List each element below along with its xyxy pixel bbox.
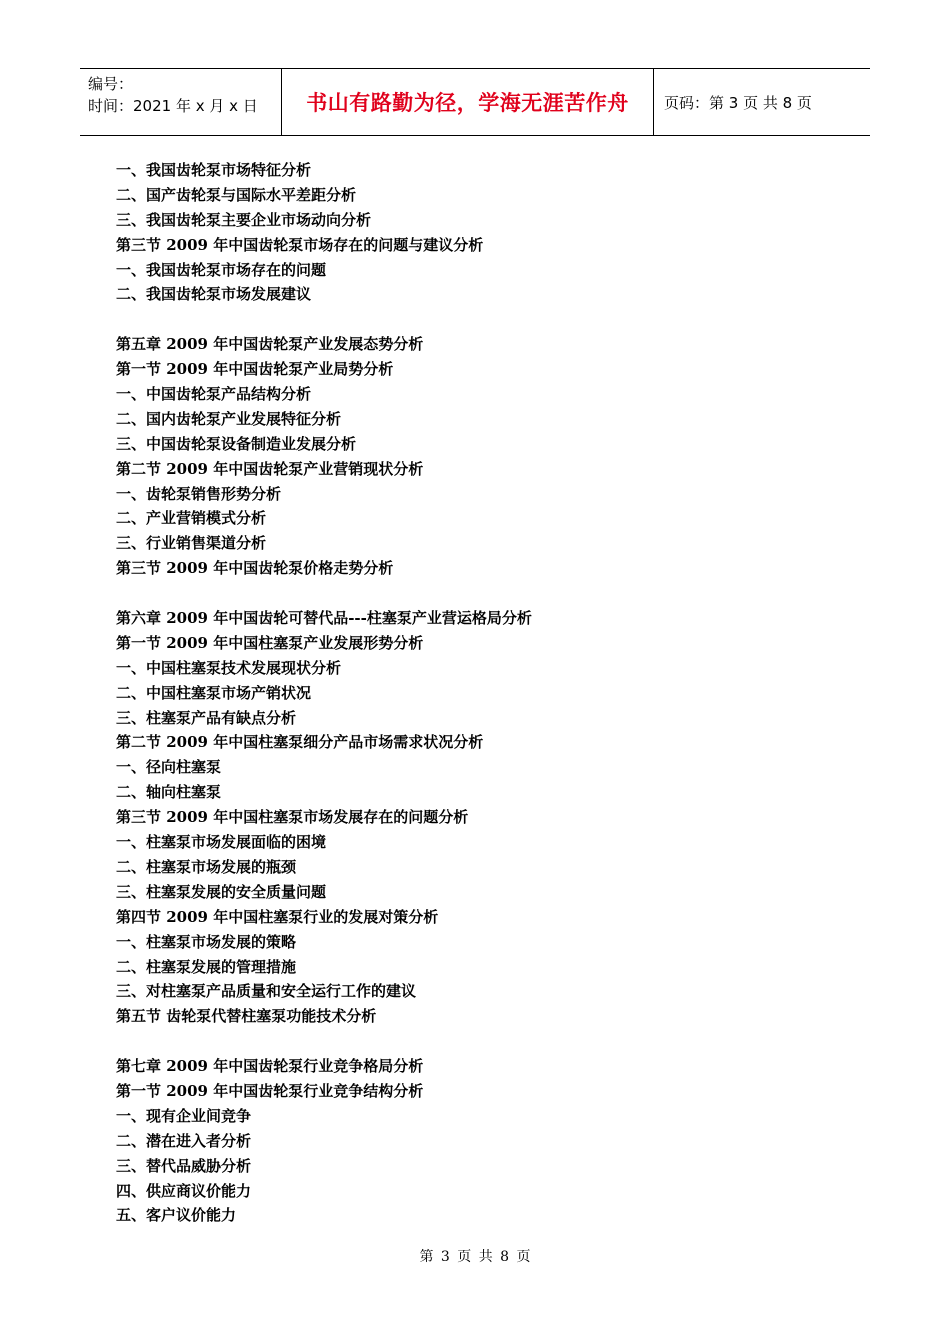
table-of-contents <box>116 158 856 1228</box>
toc-line: 二、中国柱塞泵市场产销状况 <box>116 683 312 702</box>
toc-line: 二、国产齿轮泵与国际水平差距分析 <box>116 185 357 204</box>
toc-group-1 <box>116 158 856 307</box>
toc-spacer <box>116 581 856 606</box>
toc-line: 第二节 2009 年中国柱塞泵细分产品市场需求状况分析 <box>116 733 484 752</box>
toc-line: 三、中国齿轮泵设备制造业发展分析 <box>116 434 357 453</box>
toc-line: 一、径向柱塞泵 <box>116 758 222 777</box>
toc-line: 一、柱塞泵市场发展的策略 <box>116 932 297 951</box>
toc-line: 一、中国柱塞泵技术发展现状分析 <box>116 658 342 677</box>
toc-line: 三、柱塞泵产品有缺点分析 <box>116 708 297 727</box>
toc-line: 一、我国齿轮泵市场特征分析 <box>116 161 312 179</box>
toc-line: 三、行业销售渠道分析 <box>116 534 267 553</box>
serial-number-label: 编号： <box>88 75 134 93</box>
toc-group-4 <box>116 1054 856 1228</box>
toc-line: 第一节 2009 年中国齿轮泵行业竞争结构分析 <box>116 1081 424 1100</box>
header-page-cell <box>654 69 870 135</box>
toc-line: 四、供应商议价能力 <box>116 1181 252 1200</box>
toc-line: 第四节 2009 年中国柱塞泵行业的发展对策分析 <box>116 907 439 926</box>
toc-line: 二、潜在进入者分析 <box>116 1131 252 1150</box>
toc-line: 三、对柱塞泵产品质量和安全运行工作的建议 <box>116 982 417 1001</box>
toc-line: 二、柱塞泵市场发展的瓶颈 <box>116 857 297 876</box>
page-number-label: 页码：第 3 页 共 8 页 <box>664 93 812 112</box>
toc-line: 第二节 2009 年中国齿轮泵产业营销现状分析 <box>116 459 424 478</box>
toc-spacer <box>116 1029 856 1054</box>
toc-line: 一、我国齿轮泵市场存在的问题 <box>116 260 327 279</box>
toc-line: 第三节 2009 年中国齿轮泵价格走势分析 <box>116 559 394 578</box>
toc-line: 第七章 2009 年中国齿轮泵行业竞争格局分析 <box>116 1057 424 1076</box>
page-footer: 第 3 页 共 8 页 <box>419 1249 531 1265</box>
toc-line: 第五节 齿轮泵代替柱塞泵功能技术分析 <box>116 1007 377 1026</box>
date-label: 时间：2021 年 x 月 x 日 <box>88 97 258 115</box>
toc-line: 二、国内齿轮泵产业发展特征分析 <box>116 409 342 428</box>
toc-line: 二、轴向柱塞泵 <box>116 783 222 802</box>
page-header <box>80 68 870 136</box>
motto-text: 书山有路勤为径，学海无涯苦作舟 <box>306 91 629 115</box>
toc-line: 第三节 2009 年中国柱塞泵市场发展存在的问题分析 <box>116 808 469 827</box>
toc-line: 一、柱塞泵市场发展面临的困境 <box>116 833 327 852</box>
toc-line: 二、产业营销模式分析 <box>116 509 267 528</box>
toc-line: 一、现有企业间竞争 <box>116 1106 252 1125</box>
toc-group-2 <box>116 332 856 581</box>
toc-line: 五、客户议价能力 <box>116 1206 237 1225</box>
toc-line: 二、柱塞泵发展的管理措施 <box>116 957 297 976</box>
toc-line: 第一节 2009 年中国齿轮泵产业局势分析 <box>116 360 394 379</box>
toc-line: 第三节 2009 年中国齿轮泵市场存在的问题与建议分析 <box>116 235 484 254</box>
toc-line: 二、我国齿轮泵市场发展建议 <box>116 285 312 304</box>
toc-line: 三、我国齿轮泵主要企业市场动向分析 <box>116 210 372 229</box>
toc-line: 第一节 2009 年中国柱塞泵产业发展形势分析 <box>116 633 424 652</box>
header-meta-cell <box>80 69 282 135</box>
toc-line: 一、中国齿轮泵产品结构分析 <box>116 385 312 404</box>
toc-line: 第六章 2009 年中国齿轮可替代品---柱塞泵产业营运格局分析 <box>116 609 532 628</box>
toc-line: 一、齿轮泵销售形势分析 <box>116 484 282 503</box>
toc-group-3 <box>116 606 856 1029</box>
header-motto-cell <box>282 69 654 135</box>
toc-line: 第五章 2009 年中国齿轮泵产业发展态势分析 <box>116 335 424 354</box>
toc-line: 三、柱塞泵发展的安全质量问题 <box>116 882 327 901</box>
toc-spacer <box>116 307 856 332</box>
toc-line: 三、替代品威胁分析 <box>116 1156 252 1175</box>
